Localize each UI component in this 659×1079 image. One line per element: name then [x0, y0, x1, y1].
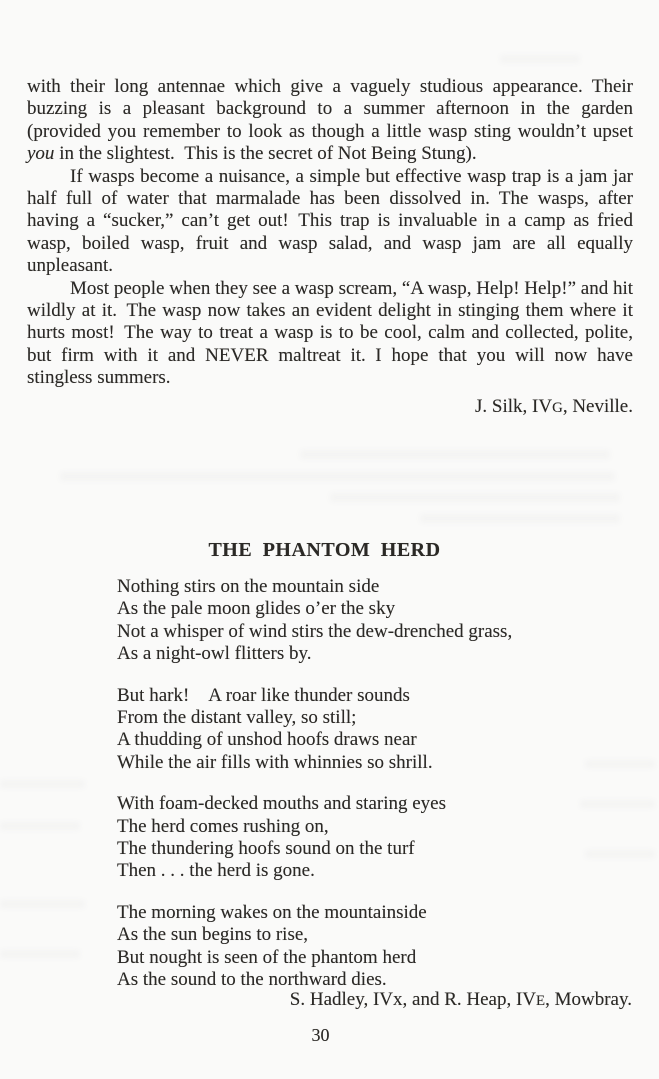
signature-smallcap: G [552, 399, 563, 416]
author-signature [27, 396, 633, 419]
signature-text: x [393, 989, 403, 1010]
poem-line: The thundering hoofs sound on the turf [117, 838, 415, 860]
stanza [117, 902, 512, 992]
italic-word: you [27, 143, 55, 165]
stanza [117, 685, 512, 775]
author-signature [290, 989, 632, 1011]
poem-line: As the sun begins to rise, [117, 924, 309, 946]
paragraph [27, 76, 633, 166]
poem-line: With foam-decked mouths and staring eyes [117, 793, 447, 815]
wasp-article [27, 76, 633, 419]
show-through-artifact [0, 950, 80, 958]
show-through-artifact [330, 493, 620, 502]
poem-line: As a night-owl flitters by. [117, 643, 312, 665]
show-through-artifact [420, 514, 620, 523]
poem-line: The morning wakes on the mountainside [117, 901, 427, 923]
poem-line: While the air fills with whinnies so shrill. [117, 751, 433, 773]
show-through-artifact [585, 850, 655, 858]
show-through-artifact [585, 760, 655, 768]
show-through-artifact [60, 472, 615, 481]
poem-title: THE PHANTOM HERD [208, 539, 441, 561]
signature-text: , and R. Heap, IV [402, 989, 537, 1010]
signature-text: S. Hadley, IV [289, 989, 394, 1010]
poem-body [117, 576, 512, 1011]
show-through-artifact [300, 450, 610, 459]
poem-line: Not a whisper of wind stirs the dew-drenched grass, [117, 620, 513, 642]
stanza [117, 576, 512, 666]
show-through-artifact [0, 780, 85, 788]
poem-line: As the pale moon glides o’er the sky [117, 598, 396, 620]
paragraph-text: in the slightest. This is the secret of Not Being Stung). [54, 143, 477, 165]
poem-line: But hark! A roar like thunder sounds [117, 684, 410, 706]
poem-line: As the sound to the northward dies. [117, 969, 387, 991]
signature-text: J. Silk, IV [475, 395, 553, 417]
show-through-artifact [0, 822, 80, 830]
stanza [117, 793, 512, 883]
signature-text: , Mowbray. [545, 989, 632, 1010]
poem-line: A thudding of unshod hoofs draws near [117, 729, 417, 751]
poem-line: Nothing stirs on the mountain side [117, 576, 380, 597]
poem-line: From the distant valley, so still; [117, 707, 357, 729]
paragraph: Most people when they see a wasp scream, “A wasp, Help! Help!” and hit wildly at it. The wasp now takes an evident delight in stinging them where it hurts most! The way to treat a wasp is to be cool, calm and collected, polite, but firm with it and NEVER maltreat it. I hope that you will now have stingless summers. [27, 277, 633, 389]
signature-smallcap: E [536, 993, 546, 1009]
show-through-artifact [580, 800, 655, 808]
paragraph-text: with their long antennae which give a vaguely studious appearance. Their buzzing is a pleasant background to a summer afternoon in the garden (provided you remember to look as though a little wasp sting wouldn’t upset [27, 76, 633, 142]
signature-text: , Neville. [562, 395, 633, 417]
paragraph: If wasps become a nuisance, a simple but effective wasp trap is a jam jar half full of water that marmalade has been dissolved in. The wasps, after having a “sucker,” can’t get out! This trap is invaluable in a camp as fried wasp, boiled wasp, fruit and wasp salad, and wasp jam are all equally unpleasant. [27, 165, 633, 277]
show-through-artifact [0, 900, 85, 908]
poem-line: The herd comes rushing on, [117, 815, 329, 837]
page-number: 30 [311, 1025, 330, 1045]
poem-line: But nought is seen of the phantom herd [117, 946, 417, 968]
poem-line: Then . . . the herd is gone. [117, 860, 315, 882]
show-through-artifact [500, 55, 580, 63]
